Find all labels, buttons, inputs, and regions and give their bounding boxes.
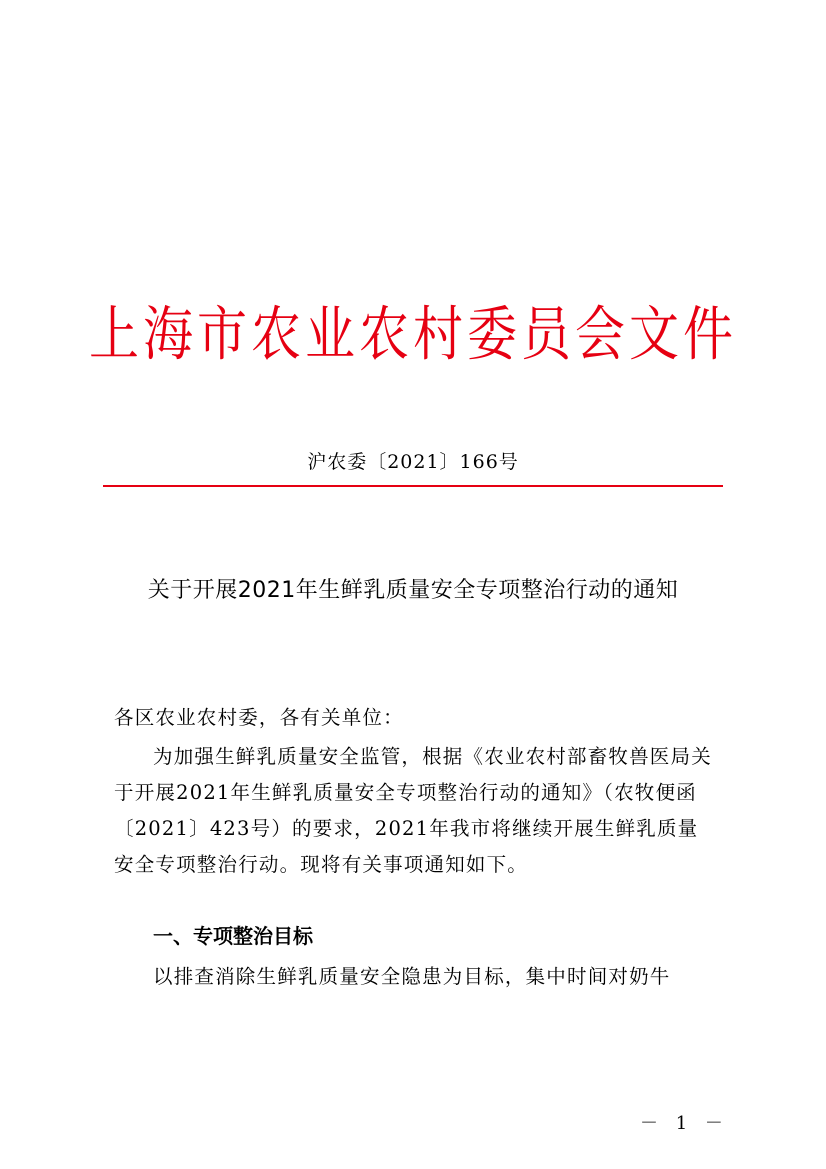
salutation: 各区农业农村委，各有关单位： [114, 706, 404, 729]
page-number: － 1 － [640, 1113, 729, 1134]
red-divider-line [103, 485, 723, 487]
intro-paragraph: 为加强生鲜乳质量安全监管，根据《农业农村部畜牧兽医局关于开展2021年生鲜乳质量安全专项整治行动的通知》（农牧便函〔2021〕423号）的要求，2021年我市将继续开展生鲜乳质量安全专项整治行动。现将有关事项通知如下。 [114, 745, 712, 876]
section-heading: 一、专项整治目标 [153, 924, 313, 948]
notice-title: 关于开展2021年生鲜乳质量安全专项整治行动的通知 [147, 578, 679, 603]
section-paragraph: 以排查消除生鲜乳质量安全隐患为目标，集中时间对奶牛 [153, 965, 671, 988]
document-number: 沪农委〔2021〕166号 [307, 451, 519, 473]
masthead-title: 上海市农业农村委员会文件 [89, 300, 737, 369]
